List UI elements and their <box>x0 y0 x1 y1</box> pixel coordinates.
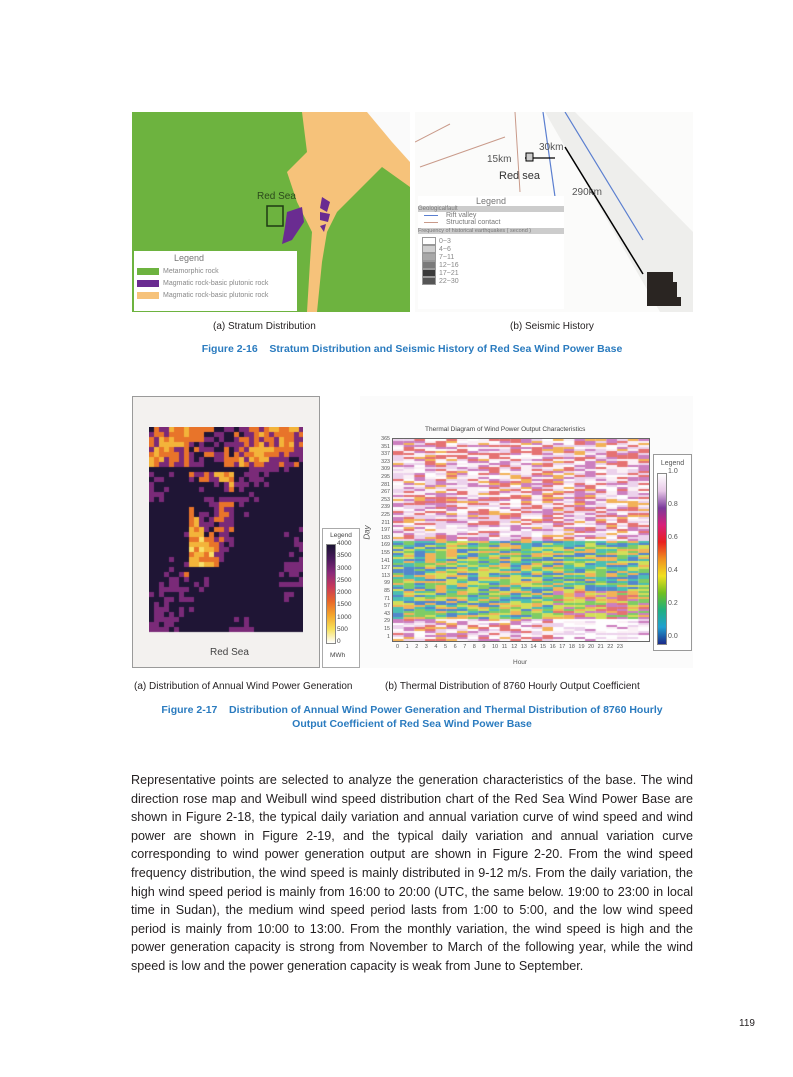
y-tick-label: 239 <box>381 504 390 511</box>
x-tick-label: 22 <box>607 644 614 650</box>
x-tick-label: 8 <box>472 644 476 650</box>
legend-label: 7~11 <box>439 253 455 261</box>
x-tick-label: 11 <box>501 644 508 650</box>
figure-2-17-title <box>131 703 693 731</box>
x-tick-label: 23 <box>616 644 623 650</box>
x-tick-label: 9 <box>482 644 486 650</box>
x-tick-label: 14 <box>530 644 537 650</box>
thermal-legend <box>653 454 692 651</box>
x-tick-label: 3 <box>424 644 428 650</box>
tick-label: 0.2 <box>668 600 678 607</box>
y-axis-label: Day <box>362 525 372 540</box>
x-tick-label: 17 <box>559 644 566 650</box>
distance-15km: 15km <box>487 154 512 165</box>
legend-title: Legend <box>475 196 507 206</box>
tick-label: 1500 <box>337 601 352 609</box>
distance-290km: 290km <box>572 187 603 198</box>
figure-2-17-title-line1: Figure 2-17 Distribution of Annual Wind Power Generation and Thermal Distribution of 8760 Hourly <box>161 704 663 716</box>
tick-label: 1.0 <box>668 468 678 475</box>
tick-label: 1000 <box>337 613 352 621</box>
legend-label: 17~21 <box>439 269 459 277</box>
y-tick-label: 337 <box>381 451 390 458</box>
seismic-legend <box>418 196 564 309</box>
legend-swatch <box>422 277 436 285</box>
tick-label: 2500 <box>337 576 352 584</box>
x-tick-label: 7 <box>463 644 467 650</box>
legend-swatch <box>137 280 159 287</box>
tick-label: 0 <box>337 638 341 645</box>
y-tick-label: 155 <box>381 550 390 556</box>
legend-item <box>134 289 297 301</box>
figure-2-16b-caption: (b) Seismic History <box>510 321 594 332</box>
x-tick-label: 18 <box>568 644 575 650</box>
legend-label: 0~3 <box>439 237 451 245</box>
x-tick-label: 21 <box>597 644 604 650</box>
fault-header: Geologicalfault <box>418 206 564 212</box>
legend-title: Legend <box>660 460 685 467</box>
tick-label: 3000 <box>337 564 352 572</box>
red-sea-label: Red Sea <box>210 647 249 658</box>
tick-label: 0.6 <box>668 534 678 541</box>
x-tick-label: 5 <box>444 644 448 650</box>
x-axis-label: Hour <box>513 659 528 666</box>
figure-2-17-title-line2: Output Coefficient of Red Sea Wind Power Base <box>292 718 532 730</box>
y-tick-label: 183 <box>381 534 390 541</box>
x-tick-label: 15 <box>540 644 547 650</box>
body-paragraph: Representative points are selected to analyze the generation characteristics of the base. The wind direction rose map and Weibull wind speed distribution chart of the Red Sea Wind Power Base are shown in Figure 2-18, the typical daily variation and annual variation curve of wind speed and wind power are shown in Figure 2-19, and the typical daily variation and annual variation curve corresponding to wind power generation output are shown in Figure 2-20. From the wind speed frequency distribution, the wind speed is mainly distributed in 9-12 m/s. From the daily variation, the high wind speed period is mainly from 16:00 to 20:00 (UTC, the same below. 19:00 to 23:00 in local time in Sudan), the medium wind speed period lasts from 1:00 to 5:00, and the low wind speed period is mainly from 10:00 to 13:00. From the monthly variation, the wind speed is high and the power generation capacity is strong from November to March of the following year, while the wind speed is low and the power generation capacity is weak from June to September. <box>131 773 693 973</box>
y-tick-label: 71 <box>384 595 390 602</box>
y-tick-label: 15 <box>384 626 390 632</box>
legend-swatch <box>422 269 436 277</box>
fault-label: Structural contact <box>446 219 501 226</box>
thermal-chart <box>360 396 693 668</box>
y-tick-label: 85 <box>384 588 390 594</box>
tick-label: 500 <box>337 625 348 633</box>
legend-item <box>418 261 564 269</box>
y-tick-label: 57 <box>384 603 390 610</box>
legend-title: Legend <box>174 253 205 263</box>
x-tick-label: 10 <box>492 644 499 650</box>
x-tick-label: 4 <box>434 644 438 650</box>
y-tick-label: 169 <box>381 542 390 549</box>
y-tick-label: 1 <box>387 633 390 640</box>
legend-label: Magmatic rock-basic plutonic rock <box>163 279 269 287</box>
chart-title: Thermal Diagram of Wind Power Output Characteristics <box>425 426 586 433</box>
x-tick-label: 19 <box>578 644 585 650</box>
x-tick-label: 12 <box>511 644 518 650</box>
fault-rift-valley <box>418 212 564 219</box>
figure-2-16a-caption: (a) Stratum Distribution <box>213 321 316 332</box>
stratum-map <box>132 112 410 312</box>
legend-item <box>418 277 564 285</box>
unit-label: MWh <box>330 652 346 659</box>
red-sea-label: Red sea <box>499 170 540 182</box>
y-tick-label: 323 <box>381 458 390 465</box>
legend-item <box>134 265 297 277</box>
y-tick-label: 127 <box>381 565 390 572</box>
legend-label: Metamorphic rock <box>163 267 219 275</box>
colorbar <box>657 473 667 645</box>
x-tick-label: 6 <box>453 644 457 650</box>
x-tick-label: 2 <box>415 644 419 650</box>
page-number: 119 <box>739 1018 755 1029</box>
thermal-heatmap <box>392 438 650 642</box>
y-tick-label: 351 <box>381 443 390 450</box>
tick-label: 2000 <box>337 589 352 596</box>
legend-item <box>418 253 564 261</box>
y-tick-label: 211 <box>381 519 390 526</box>
legend-swatch <box>137 268 159 275</box>
generation-legend <box>322 528 360 668</box>
freq-header: Frequency of historical earthquakes ( second ) <box>418 228 564 234</box>
legend-item <box>134 277 297 289</box>
x-tick-label: 16 <box>549 644 556 650</box>
y-tick-label: 29 <box>384 618 390 625</box>
fault-label: Rift valley <box>446 212 477 219</box>
y-tick-label: 267 <box>381 489 390 496</box>
red-sea-label: Red Sea <box>257 191 296 202</box>
generation-heatmap <box>149 427 303 633</box>
y-tick-label: 365 <box>381 436 390 442</box>
x-tick-label: 13 <box>520 644 527 650</box>
y-tick-label: 113 <box>381 572 390 579</box>
y-tick-label: 225 <box>381 512 390 518</box>
x-tick-label: 20 <box>588 644 595 650</box>
y-tick-label: 99 <box>384 580 390 587</box>
legend-swatch <box>137 292 159 299</box>
legend-label: Magmatic rock-basic plutonic rock <box>163 291 269 299</box>
legend-title: Legend <box>330 532 352 539</box>
distance-30km: 30km <box>539 142 564 153</box>
y-tick-label: 253 <box>381 496 390 503</box>
legend-item <box>418 245 564 253</box>
legend-swatch <box>422 245 436 253</box>
legend-item <box>418 237 564 245</box>
tick-label: 3500 <box>337 552 352 560</box>
x-tick-label: 1 <box>405 644 409 650</box>
tick-label: 0.4 <box>668 567 678 574</box>
colorbar <box>326 544 336 644</box>
y-tick-label: 141 <box>381 557 390 564</box>
y-tick-label: 281 <box>381 481 390 488</box>
legend-label: 12~16 <box>439 261 459 269</box>
figure-2-17b-caption: (b) Thermal Distribution of 8760 Hourly Output Coefficient <box>385 681 640 692</box>
seismic-map <box>415 112 693 312</box>
legend-label: 22~30 <box>439 277 459 285</box>
legend-swatch <box>422 253 436 261</box>
y-tick-label: 295 <box>381 474 390 480</box>
tick-label: 0.0 <box>668 633 678 640</box>
y-tick-label: 43 <box>384 610 390 617</box>
legend-swatch <box>422 261 436 269</box>
y-tick-label: 197 <box>381 527 390 534</box>
y-tick-label: 309 <box>381 466 390 473</box>
legend-swatch <box>422 237 436 245</box>
legend-label: 4~6 <box>439 245 451 253</box>
tick-label: 0.8 <box>668 501 678 508</box>
stratum-legend <box>134 251 297 311</box>
figure-2-16-title: Figure 2-16 Stratum Distribution and Seismic History of Red Sea Wind Power Base <box>201 343 623 355</box>
fault-structural-contact <box>418 219 564 226</box>
figure-2-17a-caption: (a) Distribution of Annual Wind Power Generation <box>134 681 353 692</box>
legend-item <box>418 269 564 277</box>
tick-label: 4000 <box>337 540 352 547</box>
generation-map-panel <box>132 396 320 668</box>
x-tick-label: 0 <box>396 644 400 650</box>
